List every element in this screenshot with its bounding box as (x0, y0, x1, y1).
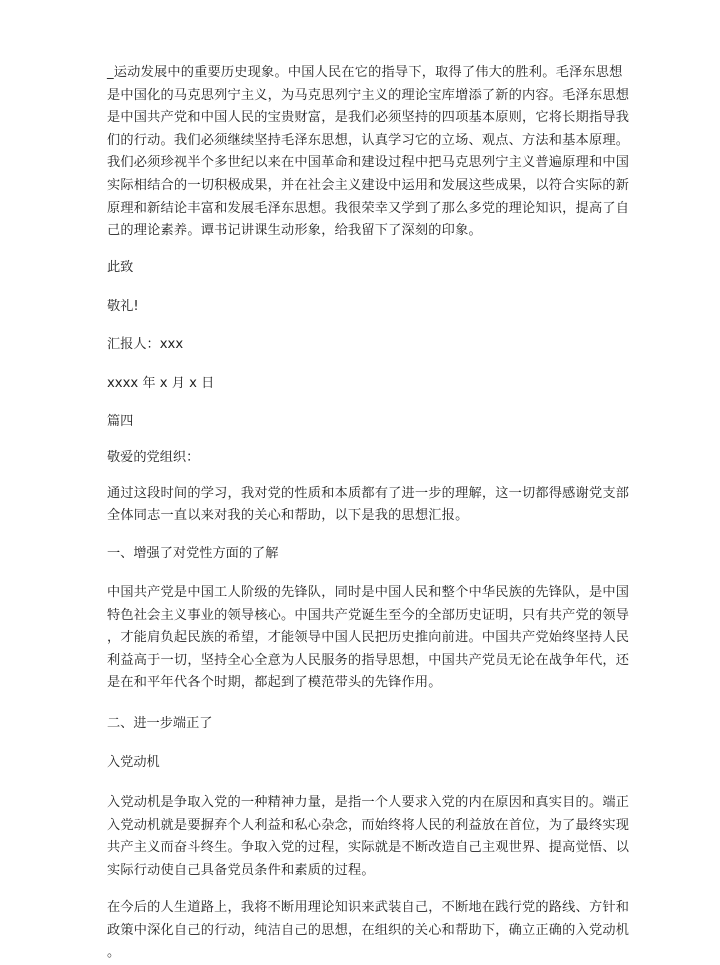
future-paragraph (107, 897, 630, 965)
text-line: 利益高于一切，坚持全心全意为人民服务的指导思想，中国共产党员无论在战争年代，还 (107, 652, 630, 668)
text-line: 中国共产党是中国工人阶级的先锋队，同时是中国人民和整个中华民族的先锋队，是中国 (107, 584, 630, 600)
text-line: 是中国共产党和中国人民的宝贵财富，是我们必须坚持的四项基本原则，它将长期指导我 (107, 110, 630, 126)
text-line: 在今后的人生道路上，我将不断用理论知识来武装自己，不断地在践行党的路线、方针和 (107, 900, 630, 916)
heading-one: 一、增强了对党性方面的了解 (107, 545, 279, 561)
text-line: 入党动机就是要摒弃个人利益和私心杂念，而始终将人民的利益放在首位，为了最终实现 (107, 817, 630, 833)
closing-line-1: 此致 (107, 259, 134, 275)
text-line: 们的行动。我们必须继续坚持毛泽东思想，认真学习它的立场、观点、方法和基本原理。 (107, 132, 630, 148)
text-line: 政策中深化自己的行动，纯洁自己的思想，在组织的关心和帮助下，确立正确的入党动机 (107, 922, 630, 938)
closing-line-2: 敬礼! (107, 298, 139, 314)
salutation: 敬爱的党组织： (107, 449, 200, 465)
motivation-paragraph (107, 792, 630, 882)
opening-paragraph (107, 483, 630, 528)
text-line: 全体同志一直以来对我的关心和帮助，以下是我的思想汇报。 (107, 508, 469, 524)
text-line: 是中国化的马克思列宁主义，为马克思列宁主义的理论宝库增添了新的内容。毛泽东思想 (107, 87, 630, 103)
text-line: 实际行动使自己具备党员条件和素质的过程。 (107, 862, 375, 878)
text-line: _运动发展中的重要历史现象。中国人民在它的指导下，取得了伟大的胜利。毛泽东思想 (107, 65, 623, 80)
text-line: 是在和平年代各个时期，都起到了模范带头的先锋作用。 (107, 675, 442, 691)
text-line: 实际相结合的一切积极成果，并在社会主义建设中运用和发展这些成果，以符合实际的新 (107, 177, 630, 193)
reporter-line: 汇报人：xxx (107, 336, 184, 352)
document-page (107, 62, 630, 965)
text-line: 共产主义而奋斗终生。争取入党的过程，实际就是不断改造自己主观世界、提高觉悟、以 (107, 840, 630, 856)
text-line: 我们必须珍视半个多世纪以来在中国革命和建设过程中把马克思列宁主义普遍原理和中国 (107, 155, 630, 171)
text-line: ，才能肩负起民族的希望，才能领导中国人民把历史推向前进。中国共产党始终坚持人民 (107, 630, 630, 646)
text-line: 通过这段时间的学习，我对党的性质和本质都有了进一步的理解，这一切都得感谢党支部 (107, 485, 630, 501)
date-line: xxxx 年 x 月 x 日 (107, 375, 215, 391)
intro-paragraph (107, 62, 630, 243)
text-line: 。 (107, 945, 121, 961)
section-title: 篇四 (107, 413, 134, 429)
heading-two: 二、进一步端正了 (107, 715, 213, 731)
text-line: 特色社会主义事业的领导核心。中国共产党诞生至今的全部历史证明，只有共产党的领导 (107, 607, 630, 623)
party-nature-paragraph (107, 582, 630, 695)
text-line: 己的理论素养。谭书记讲课生动形象，给我留下了深刻的印象。 (107, 223, 482, 239)
heading-three: 入党动机 (107, 754, 160, 770)
text-line: 入党动机是争取入党的一种精神力量，是指一个人要求入党的内在原因和真实目的。端正 (107, 794, 630, 810)
text-line: 原理和新结论丰富和发展毛泽东思想。我很荣幸又学到了那么多党的理论知识，提高了自 (107, 200, 630, 216)
